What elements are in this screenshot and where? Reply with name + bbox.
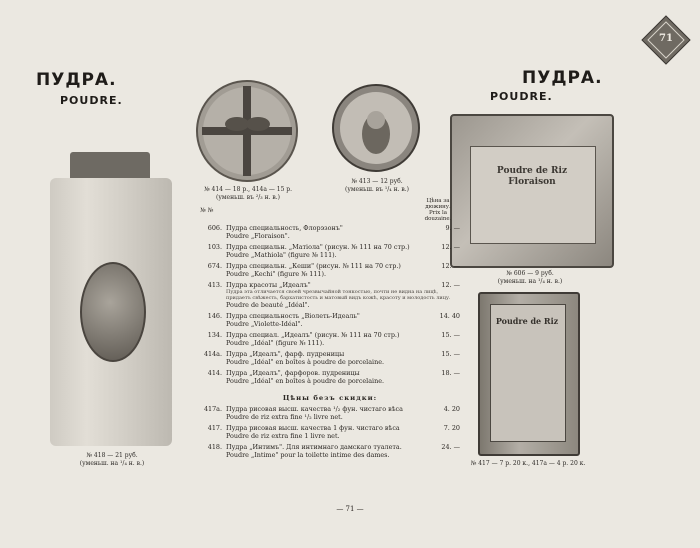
price-entry bbox=[200, 243, 460, 259]
entry-number: 414. bbox=[207, 369, 222, 377]
entry-name-ru: Пудра специальн. „Кеши" (рисун. № 111 на 70 стр.) bbox=[226, 262, 401, 270]
price-entry bbox=[200, 369, 460, 385]
entry-price: 18. — bbox=[441, 369, 460, 377]
price-entry bbox=[200, 350, 460, 366]
floraison-label: Poudre de Riz Floraison bbox=[496, 166, 568, 187]
entry-price: 24. — bbox=[441, 443, 460, 451]
price-entry bbox=[200, 405, 460, 421]
price-entry bbox=[200, 224, 460, 240]
entry-name-ru: Пудра „Интимъ". Для интимнаго дамскаго туалета. bbox=[226, 443, 402, 451]
entry-name-ru: Пудра „Идеалъ", фарф. пудреницы bbox=[226, 350, 345, 358]
subtitle-left: POUDRE. bbox=[60, 94, 123, 107]
price-entry bbox=[200, 424, 460, 440]
entry-number: 414а. bbox=[203, 350, 222, 358]
jar-418-image bbox=[50, 152, 172, 448]
entry-name-ru: Пудра специал. „Идеалъ" (рисун. № 111 на 70 стр.) bbox=[226, 331, 400, 339]
title-right: ПУДРА. bbox=[522, 68, 603, 88]
entry-number: 417. bbox=[207, 424, 222, 432]
entry-note: Пудра эта отличается своей чрезвычайной тонкостью, почти не видна на лицѣ, придаетъ свѣжесть, бархатистость и матовый видъ кожѣ, красоту и молодость лицу. bbox=[226, 289, 451, 301]
entry-name-fr: Poudre „Idéal" en boîtes à poudre de porcelaine. bbox=[226, 377, 385, 385]
entry-name-fr: Poudre „Idéal" en boîtes à poudre de porcelaine. bbox=[226, 358, 385, 366]
entry-price: 14. 40 bbox=[439, 312, 460, 320]
box-414-image bbox=[192, 76, 302, 186]
entry-name-ru: Пудра специальность „Віолеть-Идеаль" bbox=[226, 312, 360, 320]
tin-417-image bbox=[478, 292, 580, 456]
box-606-image bbox=[450, 114, 614, 268]
entry-number: 417а. bbox=[203, 405, 222, 413]
caption-418: № 418 — 21 руб. bbox=[86, 452, 138, 459]
price-list bbox=[200, 224, 460, 462]
entry-name-fr: Poudre „Floraison". bbox=[226, 232, 290, 240]
price-entry bbox=[200, 281, 460, 309]
entry-number: 418. bbox=[207, 443, 222, 451]
entry-number: 103. bbox=[207, 243, 222, 251]
column-price-header bbox=[416, 198, 460, 222]
caption-413: № 413 — 12 руб. bbox=[351, 178, 403, 185]
entry-name-ru: Пудра „Идеалъ", фарфоров. пудреницы bbox=[226, 369, 360, 377]
entry-price: 12. — bbox=[441, 243, 460, 251]
entry-price: 4. 20 bbox=[443, 405, 460, 413]
entry-name-fr: Poudre de beauté „Idéal". bbox=[226, 301, 310, 309]
entry-price: 12. — bbox=[441, 281, 460, 289]
entry-number: 413. bbox=[207, 281, 222, 289]
price-entry bbox=[200, 443, 460, 459]
caption-606: № 606 — 9 руб. bbox=[506, 270, 554, 277]
caption-414: № 414 — 18 р., 414а — 15 р. bbox=[203, 186, 293, 193]
entry-price: 15. — bbox=[441, 350, 460, 358]
entry-name-ru: Пудра рисовая высш. качества 1 фун. чистаго вѣса bbox=[226, 424, 400, 432]
entry-price: 12. — bbox=[441, 262, 460, 270]
modele-label: Poudre de Riz bbox=[495, 316, 559, 326]
entry-name-ru: Пудра специальность, Флорэзонъ" bbox=[226, 224, 343, 232]
entry-name-fr: Poudre de riz extra fine ¹/₂ livre net. bbox=[226, 413, 343, 421]
entry-name-fr: Poudre de riz extra fine 1 livre net. bbox=[226, 432, 340, 440]
caption-414-sub: (уменьш. въ ²/₃ н. в.) bbox=[215, 194, 281, 201]
title-left: ПУДРА. bbox=[36, 70, 117, 90]
entry-number: 606. bbox=[207, 224, 222, 232]
portrait-medallion-image bbox=[80, 262, 146, 362]
caption-413-sub: (уменьш. въ ¹/₄ н. в.) bbox=[344, 186, 410, 193]
column-num-header: № № bbox=[200, 207, 214, 214]
entry-price: 7. 20 bbox=[443, 424, 460, 432]
entry-price: 15. — bbox=[441, 331, 460, 339]
subtitle-right: POUDRE. bbox=[490, 90, 553, 103]
entry-number: 134. bbox=[207, 331, 222, 339]
price-entry bbox=[200, 262, 460, 278]
entry-name-fr: Poudre „Violette-Idéal". bbox=[226, 320, 303, 328]
column-price-fr: Prix la douzaine. bbox=[424, 210, 452, 222]
price-entry bbox=[200, 312, 460, 328]
entry-number: 146. bbox=[207, 312, 222, 320]
column-price-ru: Цѣна за дюжину. bbox=[425, 198, 451, 210]
page-footer: — 71 — bbox=[336, 505, 364, 513]
entry-name-fr: Poudre „Mathiola" (figure № 111). bbox=[226, 251, 337, 259]
entry-number: 674. bbox=[207, 262, 222, 270]
entry-name-fr: Poudre „Idéal" (figure № 111). bbox=[226, 339, 325, 347]
caption-418-sub: (уменьш. на ¹/₄ н. в.) bbox=[79, 460, 145, 467]
entry-name-fr: Poudre „Kechi" (figure № 111). bbox=[226, 270, 326, 278]
entry-name-ru: Пудра рисовая высш. качества ¹/₂ фун. чистаго вѣса bbox=[226, 405, 403, 413]
entry-name-ru: Пудра специальн. „Матіола" (рисун. № 111 на 70 стр.) bbox=[226, 243, 410, 251]
tin-413-image bbox=[330, 82, 422, 174]
entry-price: 9. — bbox=[445, 224, 460, 232]
entry-name-fr: Poudre „Intime" pour la toilette intime des dames. bbox=[226, 451, 390, 459]
price-entry bbox=[200, 331, 460, 347]
entry-name-ru: Пудра красоты „Идеалъ" bbox=[226, 281, 311, 289]
page-number-badge-text: 71 bbox=[659, 33, 673, 44]
caption-606-sub: (уменьш. на ¹/₄ н. в.) bbox=[497, 278, 563, 285]
section-title: Цѣны безъ скидки: bbox=[282, 394, 378, 402]
caption-417: № 417 — 7 р. 20 к., 417а — 4 р. 20 к. bbox=[470, 460, 586, 467]
